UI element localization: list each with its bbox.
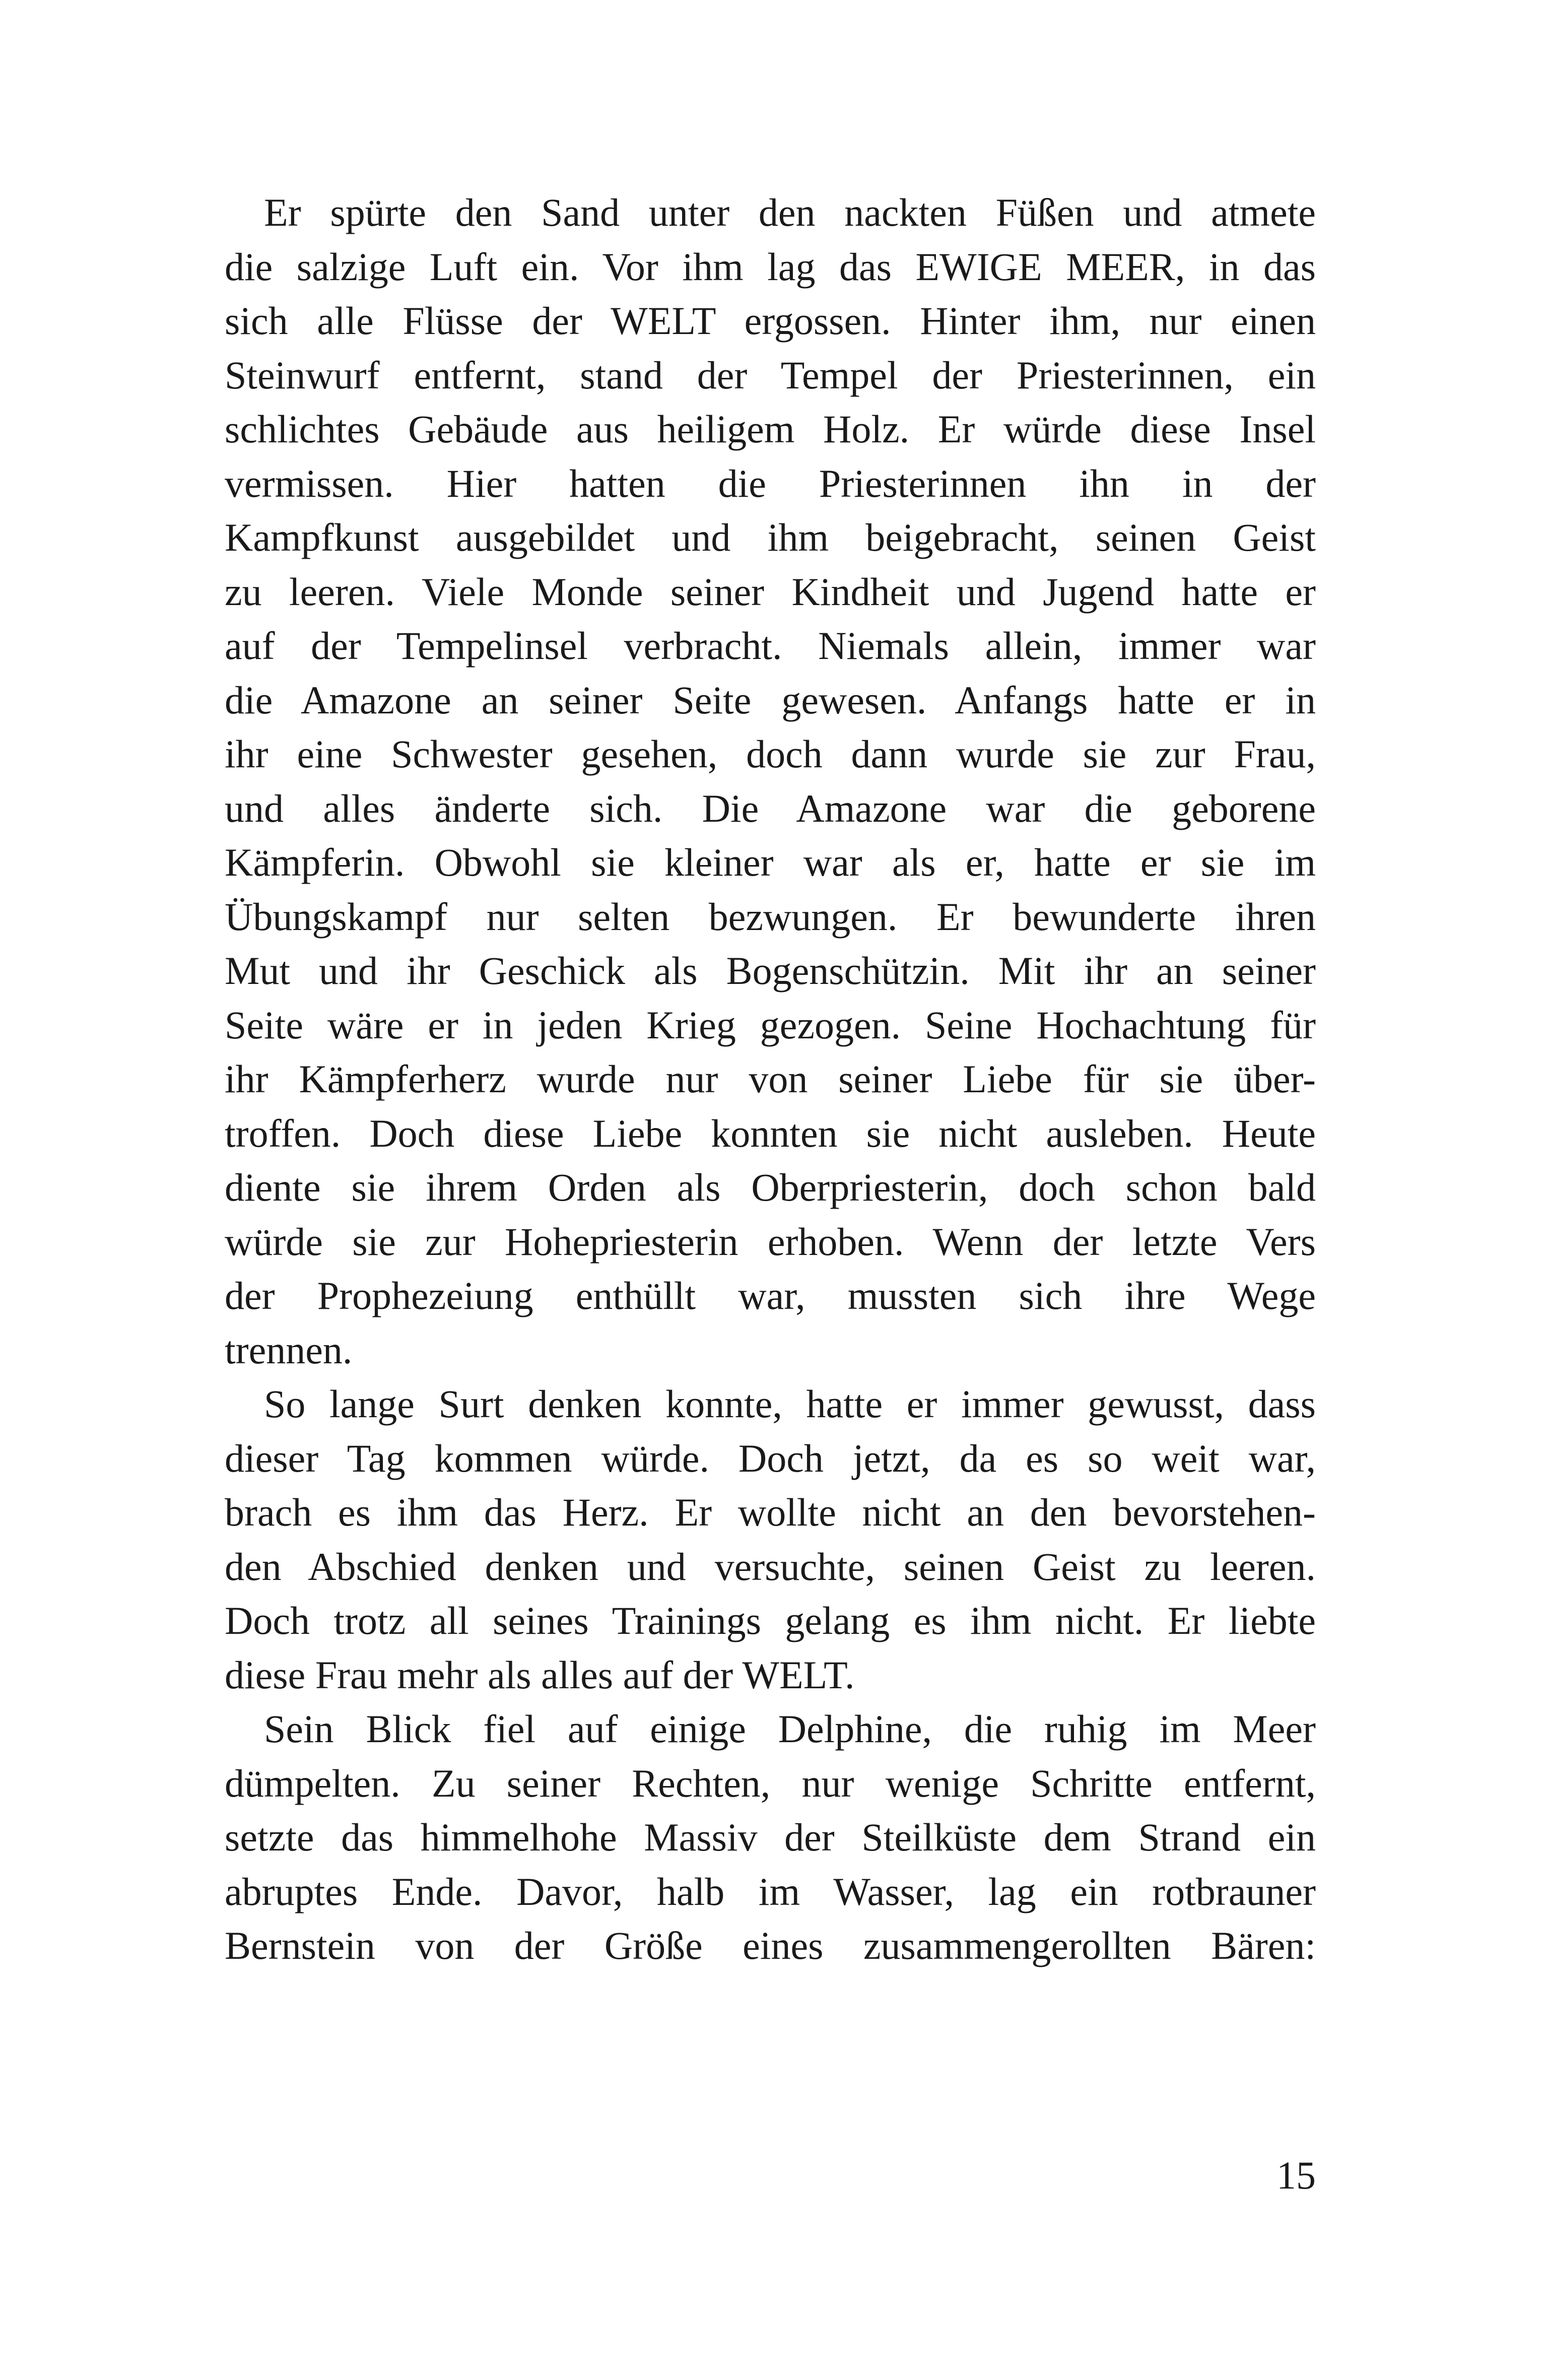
text-line: den Abschied denken und versuchte, seinen Geist zu leeren.: [225, 1544, 1316, 1589]
text-line: trennen.: [225, 1328, 353, 1372]
text-line: Kampfkunst ausgebildet und ihm beigebracht, seinen Geist: [225, 515, 1316, 559]
text-line: So lange Surt denken konnte, hatte er immer gewusst, dass: [264, 1382, 1316, 1426]
text-line: Doch trotz all seines Trainings gelang es ihm nicht. Er liebte: [225, 1599, 1316, 1642]
text-line: dieser Tag kommen würde. Doch jetzt, da es so weit war,: [225, 1436, 1316, 1480]
text-line: und alles änderte sich. Die Amazone war die geborene: [225, 786, 1316, 830]
text-line: zu leeren. Viele Monde seiner Kindheit und Jugend hatte er: [225, 569, 1316, 614]
text-line: Er spürte den Sand unter den nackten Füßen und atmete: [264, 190, 1316, 234]
paragraph-3: [225, 1702, 1316, 1973]
text-line: dümpelten. Zu seiner Rechten, nur wenige Schritte entfernt,: [225, 1761, 1316, 1805]
text-line: schlichtes Gebäude aus heiligem Holz. Er würde diese Insel: [225, 407, 1316, 451]
text-line: Steinwurf entfernt, stand der Tempel der Priesterinnen, ein: [225, 353, 1316, 397]
text-line: setzte das himmelhohe Massiv der Steilküste dem Strand ein: [225, 1815, 1316, 1859]
text-line: Sein Blick fiel auf einige Delphine, die ruhig im Meer: [264, 1707, 1316, 1751]
text-line: troffen. Doch diese Liebe konnten sie nicht ausleben. Heute: [225, 1111, 1316, 1155]
page-number: 15: [1276, 2153, 1316, 2197]
text-line: diese Frau mehr als alles auf der WELT.: [225, 1652, 855, 1697]
text-line: diente sie ihrem Orden als Oberpriesterin, doch schon bald: [225, 1165, 1316, 1209]
paragraph-1: [225, 185, 1316, 1377]
text-line: vermissen. Hier hatten die Priesterinnen ihn in der: [225, 461, 1316, 505]
text-line: abruptes Ende. Davor, halb im Wasser, lag ein rotbrauner: [225, 1869, 1316, 1913]
text-line: brach es ihm das Herz. Er wollte nicht an den bevorstehen-: [225, 1490, 1316, 1534]
text-line: ihr eine Schwester gesehen, doch dann wurde sie zur Frau,: [225, 732, 1316, 776]
text-line: der Prophezeiung enthüllt war, mussten sich ihre Wege: [225, 1274, 1316, 1317]
text-line: Seite wäre er in jeden Krieg gezogen. Seine Hochachtung für: [225, 1003, 1316, 1047]
text-line: die salzige Luft ein. Vor ihm lag das EWIGE MEER, in das: [225, 244, 1316, 289]
paragraph-2: [225, 1377, 1316, 1702]
text-line: auf der Tempelinsel verbracht. Niemals allein, immer war: [225, 624, 1316, 668]
text-line: Mut und ihr Geschick als Bogenschützin. Mit ihr an seiner: [225, 949, 1316, 993]
text-line: würde sie zur Hohepriesterin erhoben. Wenn der letzte Vers: [225, 1219, 1316, 1264]
text-line: Kämpferin. Obwohl sie kleiner war als er, hatte er sie im: [225, 840, 1316, 884]
text-line: die Amazone an seiner Seite gewesen. Anfangs hatte er in: [225, 678, 1316, 722]
text-line: Übungskampf nur selten bezwungen. Er bewunderte ihren: [225, 894, 1316, 939]
text-line: ihr Kämpferherz wurde nur von seiner Liebe für sie über-: [225, 1057, 1316, 1101]
body-text: [225, 185, 1316, 1973]
text-line: sich alle Flüsse der WELT ergossen. Hinter ihm, nur einen: [225, 299, 1316, 343]
text-line: Bernstein von der Größe eines zusammengerollten Bären:: [225, 1924, 1316, 1967]
